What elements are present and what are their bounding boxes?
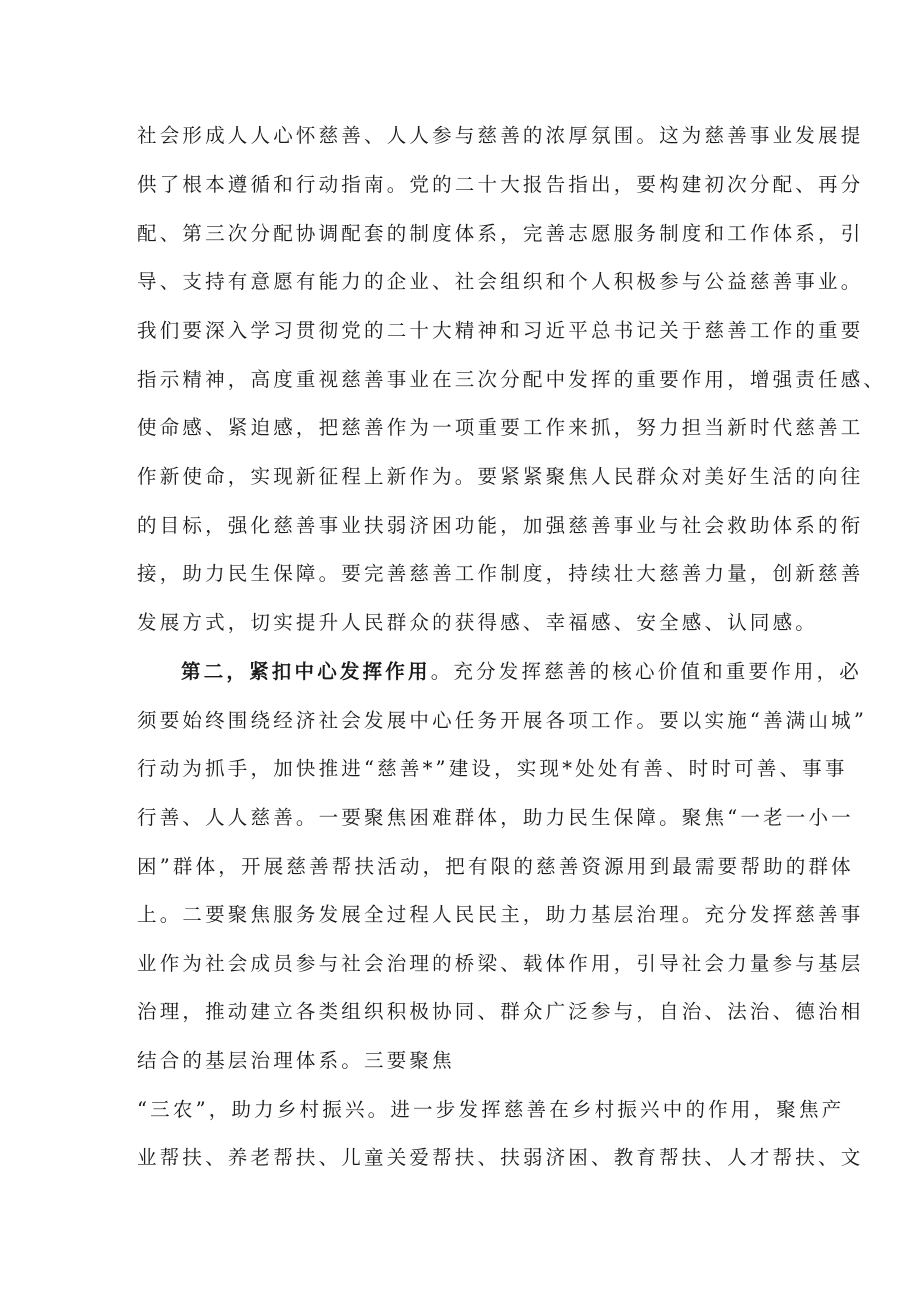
paragraph-line: 配、第三次分配协调配套的制度体系，完善志愿服务制度和工作体系，引 bbox=[137, 222, 864, 245]
section-2-first-line-text: 。充分发挥慈善的核心价值和重要作用，必 bbox=[430, 660, 863, 683]
paragraph-line: 使命感、紧迫感，把慈善作为一项重要工作来抓，努力担当新时代慈善工 bbox=[137, 416, 864, 439]
paragraph-line: 供了根本遵循和行动指南。党的二十大报告指出，要构建初次分配、再分 bbox=[137, 173, 864, 196]
paragraph-line: 接，助力民生保障。要完善慈善工作制度，持续壮大慈善力量，创新慈善 bbox=[137, 562, 864, 585]
paragraph-line: 治理，推动建立各类组织积极协同、群众广泛参与，自治、法治、德治相 bbox=[137, 1000, 864, 1023]
paragraph-line: 指示精神，高度重视慈善事业在三次分配中发挥的重要作用，增强责任感、 bbox=[137, 368, 887, 391]
paragraph-line: 社会形成人人心怀慈善、人人参与慈善的浓厚氛围。这为慈善事业发展提 bbox=[137, 124, 864, 147]
paragraph-line: 业帮扶、养老帮扶、儿童关爱帮扶、扶弱济困、教育帮扶、人才帮扶、文 bbox=[137, 1146, 864, 1169]
paragraph-line: 行善、人人慈善。一要聚焦困难群体，助力民生保障。聚焦“一老一小一 bbox=[137, 806, 854, 829]
paragraph-line: 须要始终围绕经济社会发展中心任务开展各项工作。要以实施“善满山城” bbox=[137, 709, 868, 732]
paragraph-line: 行动为抓手，加快推进“慈善*”建设，实现*处处有善、时时可善、事事 bbox=[137, 757, 848, 780]
paragraph-line: 业作为社会成员参与社会治理的桥梁、载体作用，引导社会力量参与基层 bbox=[137, 952, 864, 975]
paragraph-line: 作新使命，实现新征程上新作为。要紧紧聚焦人民群众对美好生活的向往 bbox=[137, 465, 864, 488]
paragraph-line: “三农”，助力乡村振兴。进一步发挥慈善在乡村振兴中的作用，聚焦产 bbox=[137, 1098, 845, 1121]
paragraph-line: 发展方式，切实提升人民群众的获得感、幸福感、安全感、认同感。 bbox=[137, 611, 819, 634]
paragraph-line: 导、支持有意愿有能力的企业、社会组织和个人积极参与公益慈善事业。 bbox=[137, 270, 864, 293]
section-2-heading: 第二，紧扣中心发挥作用 bbox=[181, 660, 431, 683]
paragraph-line: 困”群体，开展慈善帮扶活动，把有限的慈善资源用到最需要帮助的群体 bbox=[137, 855, 854, 878]
paragraph-line: 上。二要聚焦服务发展全过程人民民主，助力基层治理。充分发挥慈善事 bbox=[137, 903, 864, 926]
paragraph-line: 结合的基层治理体系。三要聚焦 bbox=[137, 1049, 455, 1072]
paragraph-line: 的目标，强化慈善事业扶弱济困功能，加强慈善事业与社会救助体系的衔 bbox=[137, 514, 864, 537]
paragraph-line: 我们要深入学习贯彻党的二十大精神和习近平总书记关于慈善工作的重要 bbox=[137, 319, 864, 342]
section-2-first-line bbox=[181, 660, 862, 684]
